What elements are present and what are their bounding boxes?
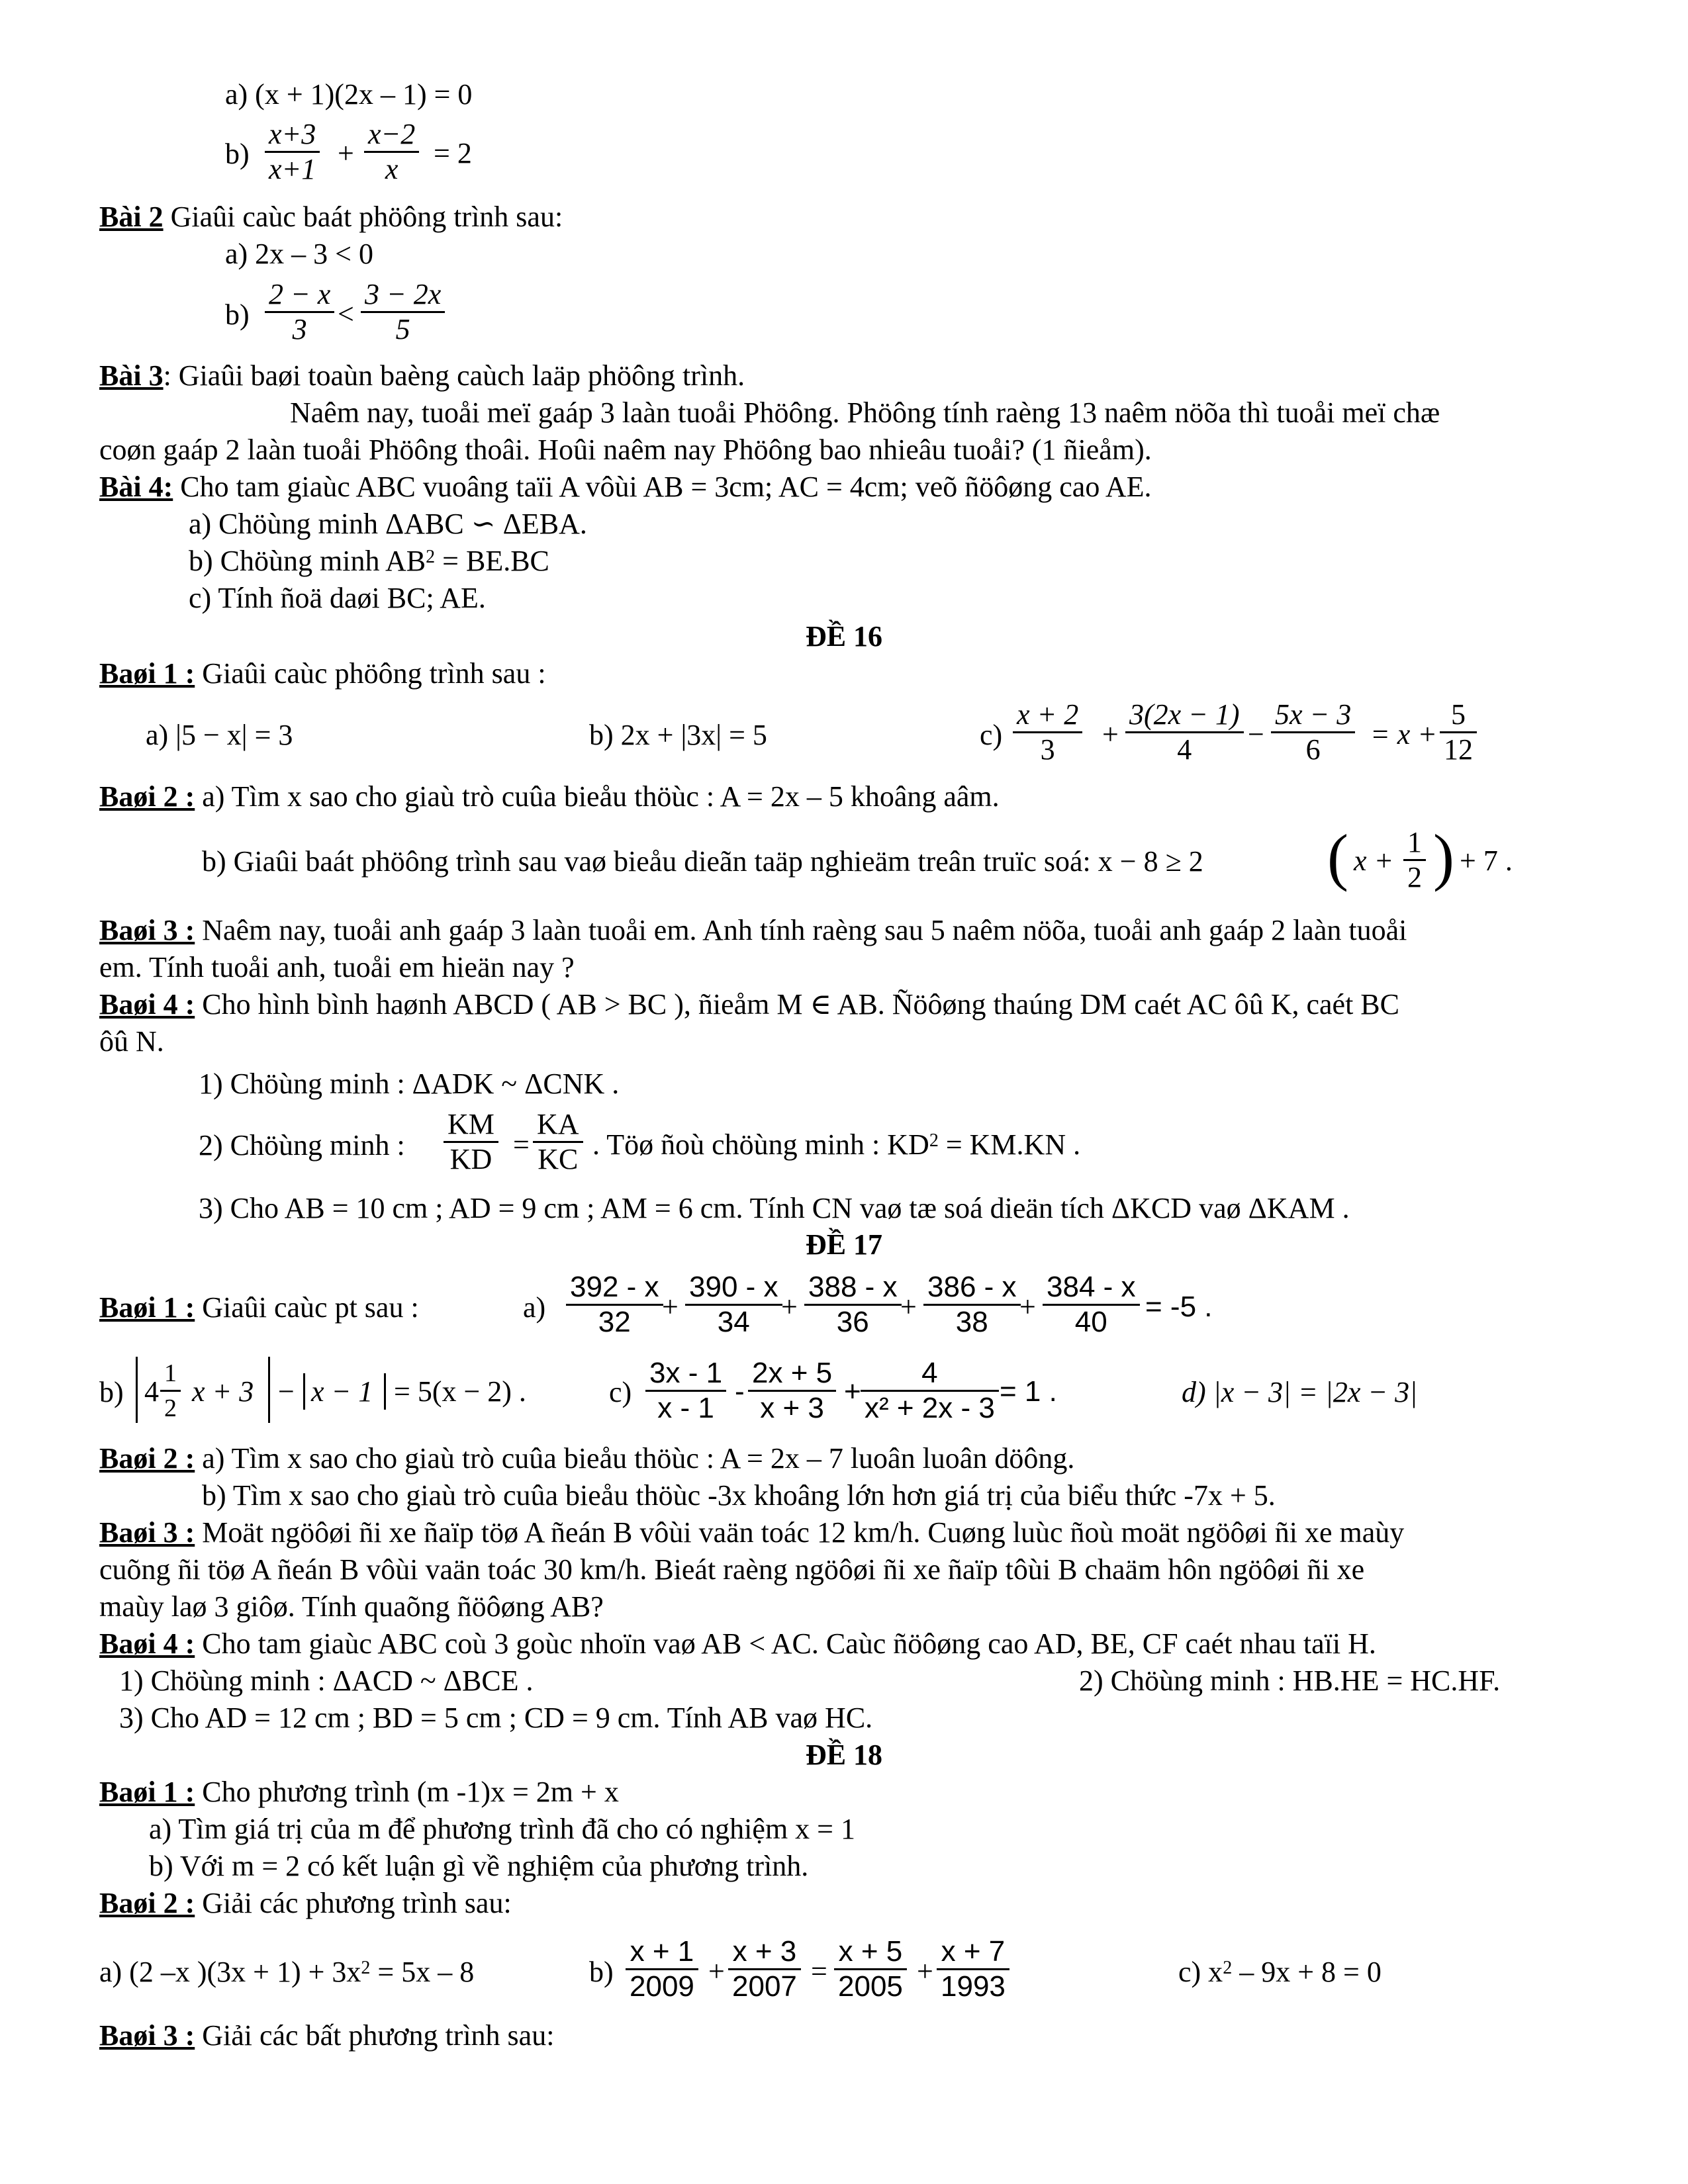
de16-bai4-heading: Baøi 4 : Cho hình bình haønh ABCD ( AB > BC ), ñieåm M ∈ AB. Ñöôøng thaúng DM caét AC ôû K, caét BC: [99, 988, 1400, 1021]
de16-bai3-heading: Baøi 3 : Naêm nay, tuoåi anh gaáp 3 laàn tuoåi em. Anh tính raèng sau 5 naêm nöõa, tuoåi anh gaáp 2 laàn tuoåi: [99, 914, 1407, 946]
de16-c-eq: = x +: [1370, 718, 1437, 751]
de17-bai4-2: 2) Chöùng minh : HB.HE = HC.HF.: [1079, 1664, 1501, 1697]
de17-c-end: = 1 .: [1000, 1375, 1057, 1408]
de17-a-plus-3: +: [900, 1291, 917, 1323]
de17-b-label: b): [99, 1376, 124, 1408]
de16-bai1-c-label: c): [980, 719, 1003, 751]
de17-a-frac-2: $\frac{390 - x}{34}$: [685, 1271, 782, 1339]
de17-d: d) |x − 3| = |2x − 3|: [1182, 1376, 1418, 1408]
de17-b-end: = 5(x − 2) .: [394, 1375, 526, 1408]
de16-bai4-2-frac2: $\frac{KA}{KC}$: [533, 1108, 583, 1176]
bai2-b-label: b): [225, 298, 250, 331]
eq-1a: a) (x + 1)(2x – 1) = 0: [225, 78, 473, 111]
de16-bai2-b: b) Giaûi baát phöông trình sau vaø bieåu dieãn taäp nghieäm treân truïc soá: x − 8 ≥ 2: [202, 845, 1203, 878]
bai2-heading: Bài 2 Giaûi caùc baát phöông trình sau:: [99, 201, 563, 233]
de17-b-abs-right: [268, 1357, 270, 1423]
de17-b-in2: x + 3: [192, 1375, 254, 1408]
de17-a-frac-4: $\frac{386 - x}{38}$: [923, 1271, 1021, 1339]
de16-c-frac1: $\frac{x + 2}{3}$: [1013, 698, 1082, 766]
bai4-b: b) Chöùng minh $AB^2 = BE.BC$: [189, 545, 549, 577]
de18-b-frac-1: $\frac{x + 1}{2009}$: [626, 1935, 698, 2003]
bai4-a: a) Chöùng minh ΔABC ∽ ΔEBA.: [189, 508, 587, 540]
de17-a-frac-1: $\frac{392 - x}{32}$: [566, 1271, 663, 1339]
de17-c-op2: +: [844, 1375, 861, 1408]
de16-bai4-p2: ôû N.: [99, 1025, 164, 1058]
de16-bai2-heading: Baøi 2 : a) Tìm x sao cho giaù trò cuûa bieåu thöùc : A = 2x – 5 khoâng aâm.: [99, 780, 1000, 813]
de16-bai1-heading: Baøi 1 : Giaûi caùc phöông trình sau :: [99, 657, 546, 690]
de16-title: ĐỀ 16: [805, 620, 883, 653]
de16-paren-close: ): [1433, 821, 1454, 892]
de18-b-op-3: +: [917, 1955, 933, 1987]
de16-paren-open: (: [1327, 821, 1348, 892]
bai3-heading: Bài 3: Giaûi baøi toaùn baèng caùch laäp phöông trình.: [99, 359, 745, 392]
de18-bai1-heading: Baøi 1 : Cho phương trình (m -1)x = 2m + x: [99, 1776, 619, 1808]
de16-c-frac3: $\frac{5x - 3}{6}$: [1271, 698, 1355, 766]
bai2-b-frac1: $\frac{2 - x}{3}$: [265, 278, 334, 346]
de17-a-frac-3: $\frac{388 - x}{36}$: [804, 1271, 902, 1339]
de17-title: ĐỀ 17: [805, 1228, 883, 1261]
de17-c-frac1: $\frac{3x - 1}{x - 1}$: [645, 1357, 726, 1425]
de18-bai2-c: c) $x^2 - 9x + 8 = 0$: [1178, 1956, 1382, 1988]
de18-bai3-heading: Baøi 3 : Giải các bất phương trình sau:: [99, 2019, 555, 2052]
de17-bai3-heading: Baøi 3 : Moät ngöôøi ñi xe ñaïp töø A ñeán B vôùi vaän toác 12 km/h. Cuøng luùc ñoù moät ngöôøi ñi xe maùy: [99, 1516, 1405, 1549]
de16-bai1-a: a) |5 − x| = 3: [146, 719, 293, 751]
de16-c-plus: +: [1102, 718, 1119, 751]
de16-bai4-2-eq: =: [513, 1128, 530, 1161]
de17-b-in1: 4: [144, 1375, 159, 1408]
eq-1b-plus: +: [338, 137, 354, 169]
de17-c-op1: -: [735, 1375, 745, 1408]
bai4-c: c) Tính ñoä daøi BC; AE.: [189, 582, 486, 614]
de16-c-frac2: $\frac{3(2x - 1)}{4}$: [1125, 698, 1244, 766]
eq-1b-eq: = 2: [434, 137, 472, 169]
de17-b-abs2: x − 1: [311, 1375, 373, 1408]
de18-b-op-1: +: [708, 1955, 725, 1987]
de16-c-frac4: $\frac{5}{12}$: [1440, 698, 1477, 766]
de17-bai1-a-label: a): [523, 1291, 546, 1324]
de17-b-frac: $\frac{1}{2}$: [160, 1357, 181, 1425]
de18-b-frac-4: $\frac{x + 7}{1993}$: [937, 1935, 1009, 2003]
de17-bai3-p3: maùy laø 3 giôø. Tính quaõng ñöôøng AB?: [99, 1590, 604, 1623]
de16-bai2-b-inner: x +: [1354, 844, 1394, 877]
eq-1b-frac1: $\frac{x+3}{x+1}$: [265, 118, 320, 186]
de16-bai2-b-frac: $\frac{1}{2}$: [1403, 826, 1426, 894]
de16-bai4-3: 3) Cho AB = 10 cm ; AD = 9 cm ; AM = 6 cm. Tính CN vaø tæ soá dieän tích ΔKCD vaø ΔKAM .: [199, 1192, 1350, 1224]
bai2-b-lt: <: [338, 298, 354, 330]
de18-bai2-heading: Baøi 2 : Giải các phương trình sau:: [99, 1887, 512, 1919]
de16-bai4-2-post: . Töø ñoù chöùng minh : $KD^2 = KM.KN$ .: [592, 1128, 1081, 1161]
de17-b-minus: −: [278, 1375, 295, 1408]
de18-bai2-a: a) (2 –x )$(3x + 1) + 3x^2 = 5x - 8$: [99, 1956, 475, 1988]
de17-bai2-heading: Baøi 2 : a) Tìm x sao cho giaù trò cuûa bieåu thöùc : A = 2x – 7 luoân luoân döông.: [99, 1442, 1075, 1475]
de17-b-abs2-left: [303, 1373, 305, 1410]
de18-b-op-2: =: [811, 1955, 827, 1987]
de16-bai1-b: b) 2x + |3x| = 5: [589, 719, 767, 751]
de18-bai2-b-label: b): [589, 1956, 614, 1988]
de16-c-minus: −: [1248, 718, 1264, 751]
de18-title: ĐỀ 18: [805, 1739, 883, 1771]
de17-a-plus-1: +: [662, 1291, 679, 1323]
de17-bai4-1: 1) Chöùng minh : ΔACD ~ ΔBCE .: [119, 1664, 534, 1697]
de18-bai1-a: a) Tìm giá trị của m để phương trình đã cho có nghiệm x = 1: [149, 1813, 855, 1845]
de18-b-frac-2: $\frac{x + 3}{2007}$: [728, 1935, 801, 2003]
bai2-a: a) 2x – 3 < 0: [225, 238, 373, 270]
de17-a-end: = -5 .: [1145, 1291, 1213, 1323]
de18-b-frac-3: $\frac{x + 5}{2005}$: [834, 1935, 907, 2003]
de17-c-label: c): [609, 1376, 632, 1408]
de16-bai4-2-frac1: $\frac{KM}{KD}$: [444, 1108, 498, 1176]
de16-bai2-b-post: + 7 .: [1460, 844, 1513, 877]
de17-bai4-3: 3) Cho AD = 12 cm ; BD = 5 cm ; CD = 9 cm. Tính AB vaø HC.: [119, 1702, 873, 1734]
de18-bai1-b: b) Với m = 2 có kết luận gì về nghiệm của phương trình.: [149, 1850, 809, 1882]
de17-c-frac3: $\frac{4}{\text{x² + 2x - 3}}$: [861, 1357, 999, 1425]
de17-c-frac2: $\frac{2x + 5}{x + 3}$: [748, 1357, 836, 1425]
de17-b-abs2-right: [384, 1373, 386, 1410]
de17-a-plus-2: +: [781, 1291, 798, 1323]
eq-1b-label: b): [225, 138, 250, 170]
de17-b-abs-left: [136, 1357, 138, 1423]
bai3-p2: coøn gaáp 2 laàn tuoåi Phöông thoâi. Hoûi naêm nay Phöông bao nhieâu tuoåi? (1 ñieåm).: [99, 433, 1152, 466]
de17-bai4-heading: Baøi 4 : Cho tam giaùc ABC coù 3 goùc nhoïn vaø AB < AC. Caùc ñöôøng cao AD, BE, CF caét nhau taïi H.: [99, 1627, 1376, 1660]
eq-1b-frac2: $\frac{x-2}{x}$: [364, 118, 419, 186]
de17-bai3-p2: cuõng ñi töø A ñeán B vôùi vaän toác 30 km/h. Bieát raèng ngöôøi ñi xe ñaïp tôùi B chaäm hôn ngöôøi ñi xe: [99, 1553, 1365, 1586]
de16-bai3-p2: em. Tính tuoåi anh, tuoåi em hieän nay ?: [99, 951, 575, 983]
bai4-heading: Bài 4: Cho tam giaùc ABC vuoâng taïi A vôùi AB = 3cm; AC = 4cm; veõ ñöôøng cao AE.: [99, 471, 1152, 503]
de17-a-frac-5: $\frac{384 - x}{40}$: [1043, 1271, 1140, 1339]
bai3-p1: Naêm nay, tuoåi meï gaáp 3 laàn tuoåi Phöông. Phöông tính raèng 13 naêm nöõa thì tuoåi meï chæ: [290, 396, 1440, 429]
bai2-b-frac2: $\frac{3 - 2x}{5}$: [361, 278, 445, 346]
de16-bai4-2-pre: 2) Chöùng minh :: [199, 1129, 405, 1161]
de17-bai1-heading: Baøi 1 : Giaûi caùc pt sau :: [99, 1291, 419, 1324]
de17-a-plus-4: +: [1019, 1291, 1036, 1323]
de16-bai4-1: 1) Chöùng minh : ΔADK ~ ΔCNK .: [199, 1068, 620, 1100]
de17-bai2-b: b) Tìm x sao cho giaù trò cuûa bieåu thöùc -3x khoâng lớn hơn giá trị của biểu thức -7x + 5.: [202, 1479, 1276, 1512]
